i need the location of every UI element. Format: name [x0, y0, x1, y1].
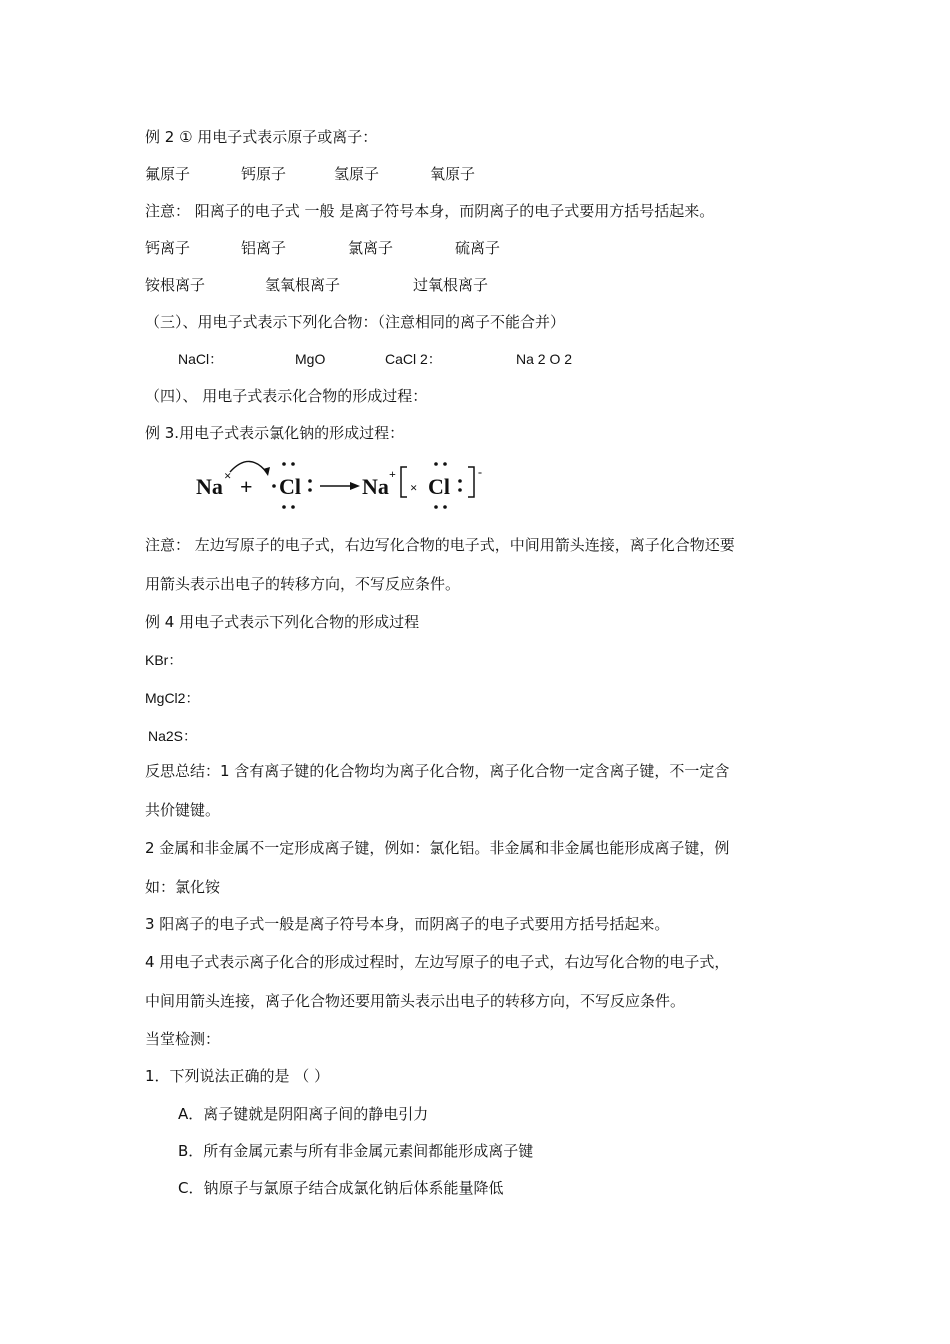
left-bracket	[401, 467, 407, 497]
electron-dot	[443, 462, 447, 466]
note-formation-l1: 注意： 左边写原子的电子式，右边写化合物的电子式，中间用箭头连接，离子化合物还要	[145, 536, 735, 554]
option-a: A．离子键就是阴阳离子间的静电引力	[178, 1105, 429, 1123]
eq-sodium-symbol: Na	[196, 474, 223, 499]
summary-1-l2: 共价键键。	[145, 801, 221, 819]
atom-fluorine: 氟原子	[145, 165, 191, 183]
electron-dot	[443, 505, 447, 509]
summary-2-l1: 2 金属和非金属不一定形成离子键，例如：氯化铝。非金属和非金属也能形成离子键，例	[145, 839, 730, 857]
compound-na2o2: Na 2 O 2	[516, 351, 573, 367]
compound-kbr: KBr：	[145, 652, 183, 668]
eq-anion-charge: -	[478, 465, 482, 479]
electron-dot	[282, 505, 286, 509]
summary-1-l1: 反思总结：1 含有离子键的化合物均为离子化合物，离子化合物一定含离子键，不一定含	[145, 762, 730, 780]
reaction-arrowhead-icon	[350, 482, 360, 490]
eq-electron-cross: ×	[224, 468, 232, 483]
eq-sodium-ion-symbol: Na	[362, 474, 389, 499]
atom-calcium: 钙原子	[241, 165, 287, 183]
example-4-title: 例 4 用电子式表示下列化合物的形成过程	[145, 613, 420, 631]
ion-sulfide: 硫离子	[455, 239, 501, 257]
option-b: B．所有金属元素与所有非金属元素间都能形成离子键	[178, 1142, 534, 1160]
electron-transfer-arrow	[230, 461, 268, 474]
electron-dot	[291, 505, 295, 509]
electron-dot	[308, 488, 312, 492]
section-4-title: （四）、 用电子式表示化合物的形成过程：	[145, 387, 428, 405]
ion-hydroxide: 氢氧根离子	[265, 276, 341, 294]
ion-chloride: 氯离子	[348, 239, 394, 257]
electron-dot	[272, 484, 276, 488]
electron-dot	[434, 505, 438, 509]
ion-aluminum: 铝离子	[241, 239, 287, 257]
eq-cation-charge: +	[389, 467, 396, 481]
question-1: 1．下列说法正确的是 （ ）	[145, 1067, 330, 1085]
electron-dot	[282, 462, 286, 466]
summary-3: 3 阳离子的电子式一般是离子符号本身，而阴离子的电子式要用方括号括起来。	[145, 915, 670, 933]
electron-dot	[458, 479, 462, 483]
compound-mgcl2: MgCl2：	[145, 690, 200, 706]
eq-transferred-electron: ×	[410, 480, 418, 495]
right-bracket	[468, 467, 474, 497]
test-title: 当堂检测：	[145, 1030, 221, 1048]
eq-plus-sign: +	[240, 474, 253, 499]
compound-cacl2: CaCl 2：	[385, 351, 442, 367]
example-3-title: 例 3.用电子式表示氯化钠的形成过程：	[145, 424, 405, 442]
option-c: C．钠原子与氯原子结合成氯化钠后体系能量降低	[178, 1179, 504, 1197]
summary-4-l1: 4 用电子式表示离子化合的形成过程时，左边写原子的电子式，右边写化合物的电子式，	[145, 953, 730, 971]
eq-chlorine-symbol: Cl	[279, 474, 301, 499]
ion-calcium: 钙离子	[145, 239, 191, 257]
atom-oxygen: 氧原子	[430, 165, 476, 183]
section-3-title: （三）、用电子式表示下列化合物：（注意相同的离子不能合并）	[145, 313, 566, 331]
summary-2-l2: 如：氯化铵	[145, 878, 221, 896]
compound-na2s: Na2S：	[148, 728, 198, 744]
note-cation-anion: 注意： 阳离子的电子式 一般 是离子符号本身，而阴离子的电子式要用方括号括起来。	[145, 202, 715, 220]
ion-peroxide: 过氧根离子	[413, 276, 489, 294]
electron-dot	[458, 488, 462, 492]
compound-mgo: MgO	[295, 351, 326, 367]
electron-dot	[434, 462, 438, 466]
example-2-title: 例 2 ① 用电子式表示原子或离子：	[145, 128, 378, 146]
electron-dot	[308, 479, 312, 483]
atom-hydrogen: 氢原子	[334, 165, 380, 183]
note-formation-l2: 用箭头表示出电子的转移方向，不写反应条件。	[145, 575, 461, 593]
nacl-formation-equation	[190, 452, 500, 516]
eq-chloride-symbol: Cl	[428, 474, 450, 499]
electron-dot	[291, 462, 295, 466]
compound-nacl: NaCl：	[178, 351, 224, 367]
summary-4-l2: 中间用箭头连接，离子化合物还要用箭头表示出电子的转移方向，不写反应条件。	[145, 992, 686, 1010]
ion-ammonium: 铵根离子	[145, 276, 206, 294]
